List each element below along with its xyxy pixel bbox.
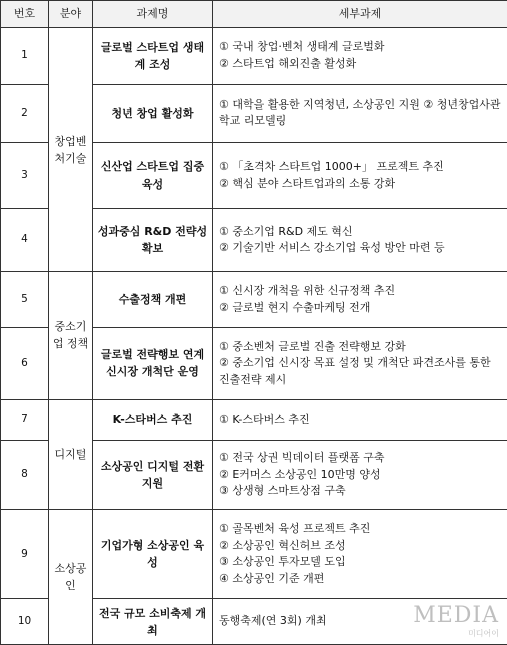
category-cell: 중소기업 정책 [49,272,93,399]
detail-item: ② 글로벌 현지 수출마케팅 전개 [219,300,371,314]
detail-item: ② 기술기반 서비스 강소기업 육성 방안 마련 등 [219,241,445,255]
detail-list [213,28,507,85]
category-cell: 디지털 [49,399,93,510]
detail-item: ① 대학을 활용한 지역청년, 소상공인 지원 ② 청년창업사관학교 리모델링 [219,97,501,128]
row-number: 7 [1,399,49,440]
watermark-text: MEDIA [413,603,499,628]
detail-list [213,142,507,208]
row-number: 8 [1,441,49,510]
detail-item: ① 「초격차 스타트업 1000+」 프로젝트 추진 [219,160,444,174]
header-number: 번호 [1,1,49,28]
detail-item: 동행축제(연 3회) 개최 [219,614,327,628]
detail-item: ② E커머스 소상공인 10만명 양성 [219,467,381,481]
detail-item: ① 전국 상권 빅데이터 플랫폼 구축 [219,451,385,465]
task-name: 수출정책 개편 [93,272,213,328]
detail-list [213,510,507,599]
detail-list [213,84,507,142]
detail-list [213,441,507,510]
task-name: 청년 창업 활성화 [93,84,213,142]
detail-item: ① 신시장 개척을 위한 신규정책 추진 [219,284,396,298]
watermark-subtext: 미디어이 [468,629,499,638]
detail-item: ① 국내 창업·벤처 생태계 글로벌화 [219,40,385,54]
category-cell: 창업벤처기술 [49,28,93,272]
header-details: 세부과제 [213,1,507,28]
detail-item: ② 스타트업 해외진출 활성화 [219,56,357,70]
detail-item: ③ 소상공인 투자모델 도입 [219,555,346,569]
header-task-name: 과제명 [93,1,213,28]
detail-item: ② 소상공인 혁신허브 조성 [219,538,346,552]
task-name: 소상공인 디지털 전환 지원 [93,441,213,510]
row-number: 9 [1,510,49,599]
detail-item: ② 핵심 분야 스타트업과의 소통 강화 [219,176,396,190]
category-cell: 소상공인 [49,510,93,645]
header-row [1,1,507,28]
detail-item: ④ 소상공인 기준 개편 [219,571,325,585]
task-name: 전국 규모 소비축제 개최 [93,599,213,645]
detail-list [213,272,507,328]
detail-list [213,328,507,399]
row-number: 2 [1,84,49,142]
table-row [1,272,507,328]
detail-list [213,399,507,440]
detail-list [213,599,507,645]
detail-item: ① K-스타버스 추진 [219,412,310,426]
detail-item: ① 중소벤처 글로벌 진출 전략행보 강화 [219,339,406,353]
task-name: 기업가형 소상공인 육성 [93,510,213,599]
table-row [1,399,507,440]
row-number: 3 [1,142,49,208]
task-name: 글로벌 스타트업 생태계 조성 [93,28,213,85]
detail-item: ③ 상생형 스마트상점 구축 [219,484,346,498]
row-number: 4 [1,209,49,272]
row-number: 1 [1,28,49,85]
row-number: 5 [1,272,49,328]
task-name: 글로벌 전략행보 연계 신시장 개척단 운영 [93,328,213,399]
row-number: 6 [1,328,49,399]
task-name: 성과중심 R&D 전략성 확보 [93,209,213,272]
header-category: 분야 [49,1,93,28]
detail-item: ② 중소기업 신시장 목표 설정 및 개척단 파견조사를 통한 진출전략 제시 [219,356,491,386]
detail-item: ① 골목벤처 육성 프로젝트 추진 [219,522,371,536]
task-name: K-스타버스 추진 [93,399,213,440]
detail-item: ① 중소기업 R&D 제도 혁신 [219,224,353,238]
table-row [1,28,507,85]
table-row [1,510,507,599]
detail-list [213,209,507,272]
task-name: 신산업 스타트업 집중 육성 [93,142,213,208]
row-number: 10 [1,599,49,645]
